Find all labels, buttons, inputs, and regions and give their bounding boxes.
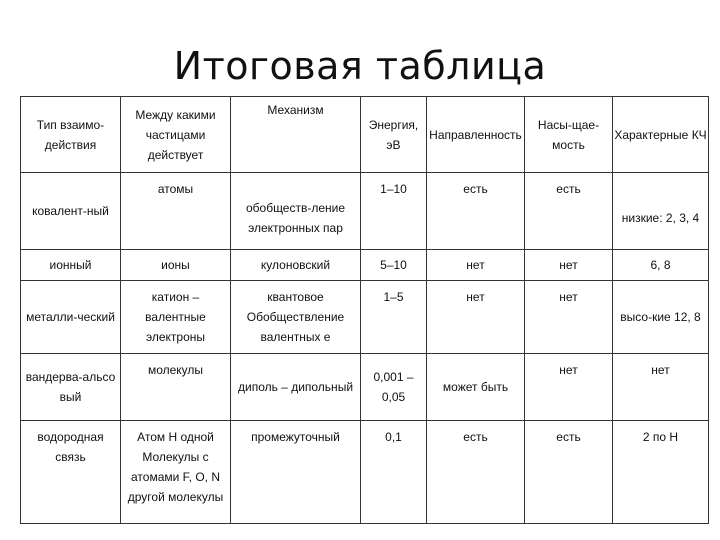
cell-between: молекулы — [121, 354, 231, 421]
header-cn: Характерные КЧ — [613, 97, 709, 173]
table-row — [21, 173, 709, 250]
cell-cn: нет — [613, 354, 709, 421]
table-row — [21, 250, 709, 281]
page-title: Итоговая таблица — [173, 44, 547, 88]
cell-between: атомы — [121, 173, 231, 250]
cell-type: ионный — [21, 250, 121, 281]
header-mechanism: Механизм — [231, 97, 361, 173]
cell-between: Атом Н одной Молекулы с атомами F, O, N другой молекулы — [121, 421, 231, 524]
cell-energy: 0,1 — [361, 421, 427, 524]
header-energy: Энергия, эВ — [361, 97, 427, 173]
header-row — [21, 97, 709, 173]
cell-direction: может быть — [427, 354, 525, 421]
cell-mechanism: промежуточный — [231, 421, 361, 524]
summary-table — [20, 96, 709, 524]
cell-saturation: есть — [525, 173, 613, 250]
header-saturation: Насы-щае-мость — [525, 97, 613, 173]
cell-type: металли-ческий — [21, 281, 121, 354]
header-direction: Направленность — [427, 97, 525, 173]
cell-mechanism — [231, 173, 361, 250]
cell-direction: есть — [427, 173, 525, 250]
cell-saturation: нет — [525, 354, 613, 421]
cell-mechanism: диполь – дипольный — [231, 354, 361, 421]
cell-saturation: нет — [525, 250, 613, 281]
cell-cn — [613, 173, 709, 250]
cell-saturation: есть — [525, 421, 613, 524]
cell-energy: 0,001 – 0,05 — [361, 354, 427, 421]
cell-mechanism-text: обобществ-ление электронных пар — [245, 201, 346, 235]
table-row — [21, 421, 709, 524]
header-type: Тип взаимо-действия — [21, 97, 121, 173]
table-row — [21, 354, 709, 421]
cell-cn: 6, 8 — [613, 250, 709, 281]
cell-type: водородная связь — [21, 421, 121, 524]
cell-energy: 1–5 — [361, 281, 427, 354]
cell-direction: нет — [427, 250, 525, 281]
cell-direction: есть — [427, 421, 525, 524]
cell-energy: 5–10 — [361, 250, 427, 281]
cell-cn: 2 по Н — [613, 421, 709, 524]
cell-direction: нет — [427, 281, 525, 354]
cell-between: катион – валентные электроны — [121, 281, 231, 354]
cell-type: ковалент-ный — [21, 173, 121, 250]
cell-mechanism: квантовое Обобществление валентных е — [231, 281, 361, 354]
header-between: Между какими частицами действует — [121, 97, 231, 173]
cell-mechanism: кулоновский — [231, 250, 361, 281]
cell-type: вандерва-альсо вый — [21, 354, 121, 421]
cell-cn-text: низкие: 2, 3, 4 — [621, 211, 700, 225]
cell-energy: 1–10 — [361, 173, 427, 250]
cell-between: ионы — [121, 250, 231, 281]
cell-saturation: нет — [525, 281, 613, 354]
table-row — [21, 281, 709, 354]
cell-cn: высо-кие 12, 8 — [613, 281, 709, 354]
